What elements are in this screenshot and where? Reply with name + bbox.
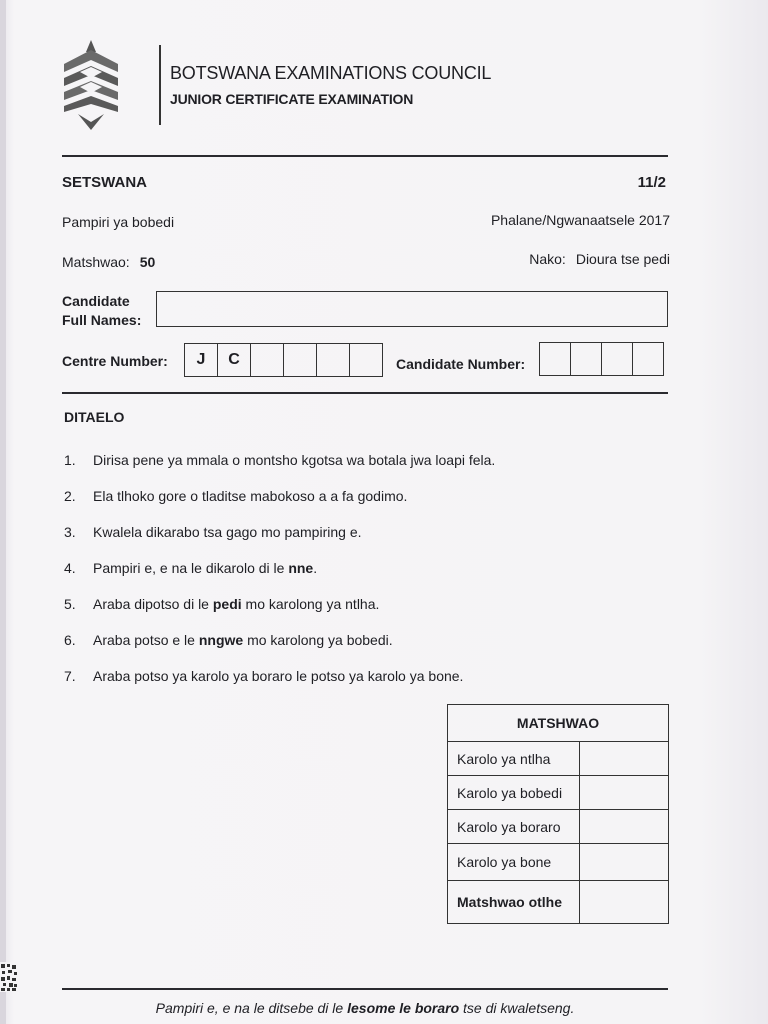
footer-text-end: tse di kwaletseng. [459, 1000, 575, 1016]
centre-cell[interactable] [350, 344, 382, 376]
instruction-text: Araba potso e le [93, 632, 199, 648]
section-score-field[interactable] [580, 776, 669, 810]
centre-number-label: Centre Number: [62, 353, 168, 369]
footer-rule [62, 988, 668, 990]
section-score-field[interactable] [580, 742, 669, 776]
section-score-field[interactable] [580, 844, 669, 881]
paper-name: Pampiri ya bobedi [62, 214, 175, 230]
candidate-names-label [62, 292, 141, 330]
instruction-text: Araba dipotso di le [93, 596, 213, 612]
botswana-examinations-council-logo-icon [58, 38, 124, 132]
time-allowed [529, 251, 670, 267]
page-count-note [62, 1000, 668, 1016]
instruction-text-end: mo karolong ya bobedi. [243, 632, 393, 648]
instruction-number: 1. [64, 452, 76, 468]
section-label: Karolo ya ntlha [448, 742, 580, 776]
instruction-emphasis: pedi [212, 596, 242, 612]
instruction-emphasis: nngwe [198, 632, 244, 648]
instruction-number: 5. [64, 596, 76, 612]
table-row [448, 844, 669, 881]
footer-emphasis: lesome le boraro [347, 1000, 460, 1016]
instructions-heading: DITAELO [64, 409, 125, 425]
qr-code-icon [0, 962, 18, 992]
organisation-name: BOTSWANA EXAMINATIONS COUNCIL [170, 63, 492, 83]
instruction-text: Pampiri e, e na le dikarolo di le [93, 560, 289, 576]
candidate-number-field[interactable] [539, 342, 664, 376]
centre-cell[interactable] [251, 344, 284, 376]
exam-session: Phalane/Ngwanaatsele 2017 [490, 212, 670, 228]
section-label: Karolo ya bone [448, 844, 580, 881]
centre-cell[interactable] [284, 344, 317, 376]
instruction-number: 7. [64, 668, 76, 684]
section-label: Karolo ya bobedi [448, 776, 580, 810]
header-rule [62, 155, 668, 157]
total-marks [62, 254, 155, 270]
instruction-text: Dirisa pene ya mmala o montsho kgotsa wa botala jwa loapi fela. [93, 452, 496, 468]
instruction-item [64, 596, 379, 612]
instruction-emphasis: nne [288, 560, 314, 576]
total-row [448, 881, 669, 924]
instruction-text: Ela tlhoko gore o tladitse mabokoso a a fa godimo. [93, 488, 408, 504]
section-rule [62, 392, 668, 394]
candidate-cell[interactable] [633, 343, 663, 375]
instruction-item [64, 668, 463, 684]
subject-title: SETSWANA [62, 174, 148, 191]
instruction-item [64, 632, 393, 648]
marks-label: Matshwao: [62, 254, 130, 270]
instruction-number: 2. [64, 488, 76, 504]
instruction-text-end: mo karolong ya ntlha. [241, 596, 380, 612]
instruction-number: 4. [64, 560, 76, 576]
centre-number-field[interactable] [184, 343, 383, 377]
marks-table [447, 704, 669, 924]
time-value: Dioura tse pedi [575, 251, 670, 267]
page-edge [0, 0, 6, 1024]
section-label: Karolo ya boraro [448, 810, 580, 844]
instruction-text: Araba potso ya karolo ya boraro le potso ya karolo ya bone. [93, 668, 464, 684]
marks-table-heading: MATSHWAO [448, 705, 669, 742]
instruction-item [64, 488, 407, 504]
instruction-number: 3. [64, 524, 76, 540]
names-label-line-1: Candidate [62, 293, 130, 309]
instruction-item [64, 524, 362, 540]
footer-text: Pampiri e, e na le ditsebe di le [155, 1000, 348, 1016]
candidate-number-label: Candidate Number: [396, 356, 526, 372]
total-score-field[interactable] [580, 881, 669, 924]
table-row [448, 776, 669, 810]
section-score-field[interactable] [580, 810, 669, 844]
instruction-item [64, 452, 495, 468]
time-label: Nako: [529, 251, 566, 267]
instruction-number: 6. [64, 632, 76, 648]
marks-value: 50 [139, 254, 156, 270]
examination-name: JUNIOR CERTIFICATE EXAMINATION [170, 91, 414, 107]
table-row [448, 742, 669, 776]
instruction-text-end: . [313, 560, 318, 576]
centre-cell[interactable] [317, 344, 350, 376]
instruction-item [64, 560, 317, 576]
table-row [448, 810, 669, 844]
candidate-full-names-field[interactable] [156, 291, 668, 327]
instruction-text: Kwalela dikarabo tsa gago mo pampiring e. [93, 524, 362, 540]
candidate-cell[interactable] [602, 343, 633, 375]
total-label: Matshwao otlhe [448, 881, 580, 924]
centre-cell[interactable]: J [185, 344, 218, 376]
header-divider [159, 45, 161, 125]
names-label-line-2: Full Names: [62, 312, 142, 328]
centre-cell[interactable]: C [218, 344, 251, 376]
candidate-cell[interactable] [540, 343, 571, 375]
paper-code: 11/2 [637, 174, 666, 191]
candidate-cell[interactable] [571, 343, 602, 375]
